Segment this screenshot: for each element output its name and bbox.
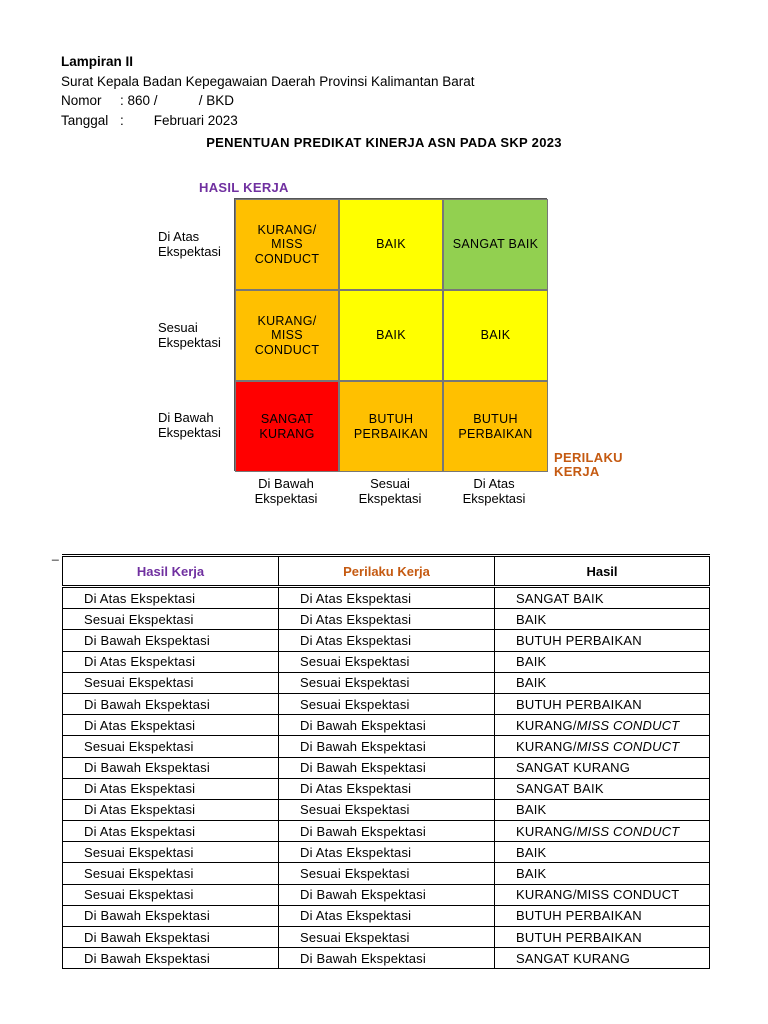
result-prefix: KURANG/ bbox=[516, 738, 577, 754]
matrix-cell: BUTUH PERBAIKAN bbox=[443, 381, 548, 472]
table-row bbox=[63, 587, 710, 609]
cell-hasil: BAIK bbox=[495, 609, 710, 630]
cell-hasil-kerja: Di Atas Ekspektasi bbox=[63, 821, 279, 842]
tanggal-line bbox=[61, 111, 475, 131]
cell-hasil: BAIK bbox=[495, 799, 710, 820]
tanggal-label: Tanggal bbox=[61, 112, 109, 128]
cell-perilaku-kerja: Di Atas Ekspektasi bbox=[279, 587, 495, 609]
dash-mark: _ bbox=[52, 547, 59, 561]
header-hasil: Hasil bbox=[495, 556, 710, 587]
table-row bbox=[63, 715, 710, 736]
result-italic-suffix: MISS CONDUCT bbox=[576, 823, 680, 839]
cell-perilaku-kerja: Di Atas Ekspektasi bbox=[279, 630, 495, 651]
table-row bbox=[63, 693, 710, 714]
table-row bbox=[63, 884, 710, 905]
cell-hasil-kerja: Sesuai Ekspektasi bbox=[63, 884, 279, 905]
table-body bbox=[63, 587, 710, 969]
surat-line: Surat Kepala Badan Kepegawaian Daerah Provinsi Kalimantan Barat bbox=[61, 73, 475, 89]
cell-hasil: BAIK bbox=[495, 651, 710, 672]
cell-perilaku-kerja: Sesuai Ekspektasi bbox=[279, 927, 495, 948]
performance-matrix bbox=[234, 198, 547, 471]
table-row bbox=[63, 609, 710, 630]
cell-hasil-kerja: Di Bawah Ekspektasi bbox=[63, 927, 279, 948]
cell-hasil-kerja: Di Atas Ekspektasi bbox=[63, 778, 279, 799]
cell-hasil-kerja: Di Bawah Ekspektasi bbox=[63, 948, 279, 969]
table-row bbox=[63, 630, 710, 651]
y-axis-title: HASIL KERJA bbox=[199, 180, 289, 195]
cell-hasil: SANGAT KURANG bbox=[495, 948, 710, 969]
table-header-row bbox=[63, 556, 710, 587]
table-row bbox=[63, 672, 710, 693]
predicate-table bbox=[62, 554, 710, 969]
col-label-left: Di Bawah Ekspektasi bbox=[254, 476, 318, 506]
matrix-cell: BAIK bbox=[443, 290, 548, 381]
cell-hasil: SANGAT KURANG bbox=[495, 757, 710, 778]
cell-hasil: BUTUH PERBAIKAN bbox=[495, 905, 710, 926]
cell-hasil: BAIK bbox=[495, 863, 710, 884]
nomor-value: : 860 / / BKD bbox=[120, 93, 235, 108]
cell-perilaku-kerja: Di Atas Ekspektasi bbox=[279, 905, 495, 926]
cell-perilaku-kerja: Sesuai Ekspektasi bbox=[279, 693, 495, 714]
cell-perilaku-kerja: Di Bawah Ekspektasi bbox=[279, 715, 495, 736]
header-perilaku-kerja: Perilaku Kerja bbox=[279, 556, 495, 587]
cell-hasil bbox=[495, 715, 710, 736]
tanggal-value: : Februari 2023 bbox=[120, 112, 238, 128]
cell-hasil: BAIK bbox=[495, 672, 710, 693]
cell-hasil-kerja: Sesuai Ekspektasi bbox=[63, 672, 279, 693]
table-row bbox=[63, 863, 710, 884]
table-row bbox=[63, 651, 710, 672]
cell-hasil-kerja: Sesuai Ekspektasi bbox=[63, 863, 279, 884]
header-hasil-kerja: Hasil Kerja bbox=[63, 556, 279, 587]
document-header bbox=[61, 52, 475, 130]
cell-hasil-kerja: Di Atas Ekspektasi bbox=[63, 651, 279, 672]
cell-hasil: BUTUH PERBAIKAN bbox=[495, 630, 710, 651]
cell-perilaku-kerja: Di Atas Ekspektasi bbox=[279, 778, 495, 799]
cell-hasil-kerja: Sesuai Ekspektasi bbox=[63, 842, 279, 863]
cell-hasil: SANGAT BAIK bbox=[495, 778, 710, 799]
nomor-line bbox=[61, 91, 475, 111]
cell-hasil bbox=[495, 821, 710, 842]
cell-hasil-kerja: Di Bawah Ekspektasi bbox=[63, 630, 279, 651]
table-row bbox=[63, 905, 710, 926]
table-row bbox=[63, 799, 710, 820]
matrix-cell: KURANG/ MISS CONDUCT bbox=[235, 290, 339, 381]
matrix-cell: SANGAT KURANG bbox=[235, 381, 339, 472]
cell-perilaku-kerja: Di Bawah Ekspektasi bbox=[279, 948, 495, 969]
matrix-cell: KURANG/ MISS CONDUCT bbox=[235, 199, 339, 290]
x-axis-title: PERILAKU KERJA bbox=[554, 450, 623, 479]
table-row bbox=[63, 821, 710, 842]
nomor-label: Nomor bbox=[61, 93, 102, 108]
cell-hasil: BUTUH PERBAIKAN bbox=[495, 693, 710, 714]
cell-hasil: BAIK bbox=[495, 842, 710, 863]
cell-hasil-kerja: Sesuai Ekspektasi bbox=[63, 736, 279, 757]
matrix-cell: BAIK bbox=[339, 290, 443, 381]
row-label-bottom: Di Bawah Ekspektasi bbox=[158, 410, 221, 440]
result-italic-suffix: MISS CONDUCT bbox=[576, 717, 680, 733]
table-row bbox=[63, 736, 710, 757]
cell-perilaku-kerja: Di Bawah Ekspektasi bbox=[279, 757, 495, 778]
cell-perilaku-kerja: Sesuai Ekspektasi bbox=[279, 863, 495, 884]
cell-hasil: BUTUH PERBAIKAN bbox=[495, 927, 710, 948]
document-title: PENENTUAN PREDIKAT KINERJA ASN PADA SKP 2023 bbox=[206, 135, 562, 150]
result-italic-suffix: MISS CONDUCT bbox=[576, 738, 680, 754]
cell-hasil-kerja: Di Atas Ekspektasi bbox=[63, 587, 279, 609]
row-label-middle: Sesuai Ekspektasi bbox=[158, 320, 221, 350]
cell-hasil-kerja: Di Bawah Ekspektasi bbox=[63, 693, 279, 714]
matrix-cell: BUTUH PERBAIKAN bbox=[339, 381, 443, 472]
table-row bbox=[63, 842, 710, 863]
result-prefix: KURANG/ bbox=[516, 823, 577, 839]
cell-hasil bbox=[495, 736, 710, 757]
matrix-cell: SANGAT BAIK bbox=[443, 199, 548, 290]
cell-hasil: KURANG/MISS CONDUCT bbox=[495, 884, 710, 905]
cell-perilaku-kerja: Di Bawah Ekspektasi bbox=[279, 736, 495, 757]
cell-perilaku-kerja: Sesuai Ekspektasi bbox=[279, 672, 495, 693]
col-label-right: Di Atas Ekspektasi bbox=[462, 476, 526, 506]
cell-perilaku-kerja: Di Atas Ekspektasi bbox=[279, 842, 495, 863]
cell-perilaku-kerja: Sesuai Ekspektasi bbox=[279, 651, 495, 672]
cell-perilaku-kerja: Di Atas Ekspektasi bbox=[279, 609, 495, 630]
result-prefix: KURANG/ bbox=[516, 717, 577, 733]
col-label-middle: Sesuai Ekspektasi bbox=[358, 476, 422, 506]
table-row bbox=[63, 927, 710, 948]
matrix-cell: BAIK bbox=[339, 199, 443, 290]
table-row bbox=[63, 757, 710, 778]
cell-hasil-kerja: Di Bawah Ekspektasi bbox=[63, 757, 279, 778]
lampiran-label: Lampiran II bbox=[61, 54, 134, 69]
cell-hasil-kerja: Di Atas Ekspektasi bbox=[63, 799, 279, 820]
table-row bbox=[63, 948, 710, 969]
cell-perilaku-kerja: Di Bawah Ekspektasi bbox=[279, 884, 495, 905]
cell-hasil-kerja: Di Atas Ekspektasi bbox=[63, 715, 279, 736]
table-row bbox=[63, 778, 710, 799]
cell-hasil-kerja: Sesuai Ekspektasi bbox=[63, 609, 279, 630]
cell-hasil-kerja: Di Bawah Ekspektasi bbox=[63, 905, 279, 926]
cell-perilaku-kerja: Sesuai Ekspektasi bbox=[279, 799, 495, 820]
row-label-top: Di Atas Ekspektasi bbox=[158, 229, 221, 259]
cell-hasil: SANGAT BAIK bbox=[495, 587, 710, 609]
cell-perilaku-kerja: Di Bawah Ekspektasi bbox=[279, 821, 495, 842]
